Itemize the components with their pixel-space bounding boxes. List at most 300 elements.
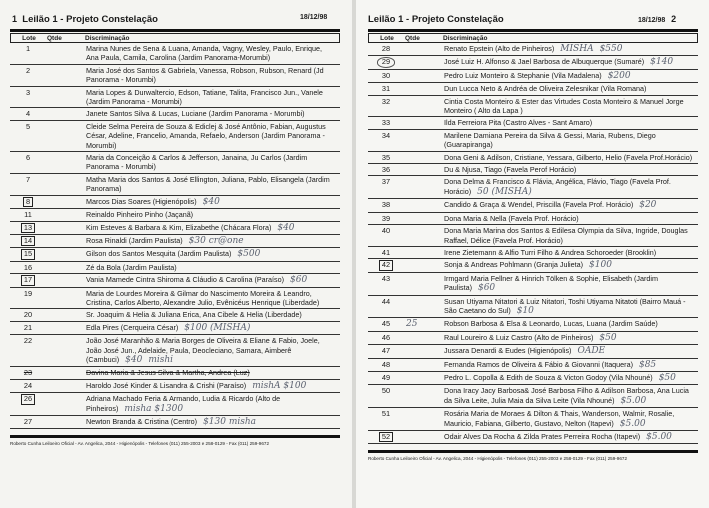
lot-description-cell — [80, 368, 340, 377]
table-row — [10, 65, 340, 87]
handwritten-note: $60 — [477, 283, 496, 294]
table-row — [368, 345, 698, 358]
quantity-cell — [46, 197, 80, 207]
lot-description: Haroldo José Kinder & Lisandra & Crishi (Paraíso) — [86, 380, 247, 390]
lot-description-cell — [438, 360, 698, 370]
lot-number: 47 — [381, 346, 391, 356]
lot-number-cell — [368, 346, 404, 356]
lot-description: Rosa Rinaldi (Jardim Paulista) — [86, 235, 183, 245]
lot-number-cell — [10, 417, 46, 427]
lot-number-cell — [368, 71, 404, 81]
table-row — [368, 176, 698, 199]
lot-description: Dona Delma & Francisco & Flávia, Angélica, Flávio, Tiago (Favela Prof. Horácio) — [444, 177, 671, 196]
table-row — [10, 274, 340, 287]
lot-description-cell — [438, 248, 698, 257]
lot-number-cell — [10, 236, 46, 246]
handwritten-note: $30 cr@one — [188, 235, 244, 246]
table-row — [368, 408, 698, 431]
quantity-cell — [46, 66, 80, 85]
lot-description-cell — [80, 417, 340, 427]
lot-description-cell — [438, 333, 698, 343]
lot-description-cell — [438, 200, 698, 210]
quantity-cell — [46, 175, 80, 194]
lot-number-cell — [368, 333, 404, 343]
quantity-cell — [404, 360, 438, 370]
lot-description: Ilda Ferreiora Pita (Castro Alves - Sant Amaro) — [444, 118, 593, 128]
lot-number: 37 — [381, 177, 391, 187]
handwritten-note: $200 — [607, 70, 631, 81]
quantity-cell — [46, 263, 80, 272]
table-row — [368, 96, 698, 118]
lot-description-cell — [80, 122, 340, 150]
quantity-cell — [404, 386, 438, 406]
quantity-cell — [404, 346, 438, 356]
lot-number-cell — [368, 319, 404, 329]
divider — [10, 29, 340, 32]
lot-number: 13 — [21, 223, 35, 233]
lot-description-cell — [438, 409, 698, 429]
lot-description-cell — [438, 97, 698, 116]
quantity-cell — [46, 236, 80, 246]
table-row — [368, 56, 698, 69]
lot-number: 7 — [25, 174, 31, 184]
quantity-cell — [404, 274, 438, 294]
lot-number-cell — [10, 263, 46, 272]
lot-number: 21 — [23, 322, 33, 332]
lot-number: 34 — [381, 130, 391, 140]
lot-description-cell — [438, 260, 698, 270]
lot-description: Susan Utiyama Nitatori & Luiz Nitatori, Toshi Utiyama Nitatoti (Bairro Mauá - São Caetano do Sul) — [444, 296, 686, 315]
handwritten-note: misha $1300 — [124, 403, 184, 414]
lot-description: Adriana Machado Feria & Armando, Ludia & Ricardo (Alto de Pinheiros) — [86, 394, 281, 413]
lot-number: 16 — [23, 262, 33, 272]
lot-description: Robson Barbosa & Elsa & Leonardo, Lucas, Luana (Jardim Saúde) — [444, 319, 658, 329]
quantity-cell — [404, 260, 438, 270]
table-row — [368, 259, 698, 272]
lot-description: Maria da Conceição & Carlos & Jefferson, Janaina, Ju Carlos (Jardim Panorama - Morumbi) — [86, 153, 308, 172]
lot-number-cell — [10, 210, 46, 219]
table-row — [368, 332, 698, 345]
table-row — [368, 273, 698, 296]
handwritten-note: $100 (MISHA) — [184, 322, 251, 333]
table-header — [368, 33, 698, 43]
quantity-cell — [46, 122, 80, 150]
lot-description-cell — [80, 44, 340, 63]
lot-description-cell — [80, 109, 340, 118]
lot-description-cell — [80, 223, 340, 233]
lot-description-cell — [80, 153, 340, 172]
lot-number-cell — [10, 323, 46, 333]
table-row — [10, 322, 340, 335]
lot-number-cell — [10, 249, 46, 259]
table-header — [10, 33, 340, 43]
header-lote: Lote — [22, 34, 36, 42]
lot-number-cell — [10, 175, 46, 194]
lot-number: 6 — [25, 153, 31, 163]
lot-description: Gilson dos Santos Mesquita (Jardim Paulista) — [86, 249, 232, 259]
quantity-cell — [404, 432, 438, 442]
table-row — [10, 335, 340, 367]
quantity-cell — [46, 275, 80, 285]
lot-number-cell — [368, 373, 404, 383]
lot-number: 29 — [377, 57, 395, 67]
lot-number-cell — [368, 131, 404, 150]
table-row — [368, 318, 698, 331]
lot-description: Zé da Bola (Jardim Paulista) — [86, 262, 177, 272]
lot-table — [368, 29, 698, 461]
quantity-cell — [404, 118, 438, 127]
table-row — [10, 87, 340, 109]
lot-number-cell — [368, 260, 404, 270]
quantity-cell — [46, 336, 80, 365]
quantity-cell — [404, 165, 438, 174]
header-lote: Lote — [380, 34, 394, 42]
table-row — [368, 296, 698, 319]
title-text: Leilão 1 - Projeto Constelação — [22, 14, 158, 25]
lot-number-cell — [10, 275, 46, 285]
table-row — [368, 117, 698, 129]
handwritten-note: $100 — [589, 260, 612, 271]
lot-number-cell — [10, 381, 46, 391]
lot-number: 1 — [25, 44, 31, 53]
quantity-cell — [404, 319, 438, 329]
table-row — [368, 70, 698, 83]
lot-number: 14 — [21, 236, 35, 246]
lot-description-cell — [438, 319, 698, 329]
quantity-cell — [404, 226, 438, 245]
table-row — [368, 164, 698, 176]
lot-description-cell — [438, 386, 698, 406]
lot-number-cell — [10, 44, 46, 63]
lot-number: 40 — [381, 226, 391, 236]
lot-description: Davina Maria & Jesus Silva & Martha, Andrea (Luz) — [86, 368, 250, 378]
lot-description: Sonja & Andreas Pohlmann (Granja Julieta) — [444, 260, 584, 270]
quantity-cell — [404, 71, 438, 81]
handwritten-note: MISHA — [560, 44, 594, 54]
table-row — [368, 372, 698, 385]
quantity-cell — [46, 381, 80, 391]
quantity-cell — [46, 417, 80, 427]
lot-description-cell — [80, 336, 340, 365]
lot-description: Candido & Graça & Wendel, Priscilla (Favela Prof. Horácio) — [444, 200, 634, 210]
handwritten-note: 25 — [406, 319, 418, 330]
table-row — [10, 262, 340, 274]
lot-description-cell — [80, 197, 340, 207]
lot-description: Dona Maria & Nella (Favela Prof. Horácio) — [444, 213, 579, 223]
lot-description-cell — [438, 177, 698, 197]
quantity-cell — [404, 44, 438, 54]
handwritten-note: $60 — [290, 275, 308, 286]
table-row — [10, 288, 340, 310]
handwritten-note: $40 — [277, 222, 295, 233]
lot-description-cell — [438, 131, 698, 150]
lot-description: Pedro Luiz Monteiro & Stephanie (Vila Madalena) — [444, 70, 602, 80]
table-row — [368, 385, 698, 408]
lot-number: 8 — [23, 197, 33, 207]
lot-number-cell — [368, 226, 404, 245]
table-row — [10, 367, 340, 379]
lot-number-cell — [10, 223, 46, 233]
handwritten-note: $40 — [202, 196, 220, 207]
lot-number: 4 — [25, 109, 31, 119]
lot-description-cell — [438, 346, 698, 356]
lot-number: 3 — [25, 87, 31, 97]
lot-description-cell — [438, 57, 698, 67]
table-row — [10, 108, 340, 120]
lot-number-cell — [368, 409, 404, 429]
quantity-cell — [404, 373, 438, 383]
handwritten-note: $130 misha — [203, 417, 257, 427]
header-discriminacao: Discriminação — [85, 34, 130, 42]
lot-number: 19 — [23, 288, 33, 298]
lot-description: Fernanda Ramos de Oliveira & Fábio & Giovanni (Itaquera) — [444, 359, 633, 369]
lot-description: Newton Branda & Cristina (Centro) — [86, 417, 198, 426]
lot-description-cell — [438, 226, 698, 245]
handwritten-note: $140 — [650, 57, 674, 68]
date-text: 18/12/98 — [638, 17, 666, 24]
lot-description-cell — [80, 394, 340, 414]
quantity-cell — [404, 333, 438, 343]
quantity-cell — [404, 248, 438, 257]
lot-description: Kim Esteves & Barbara & Kim, Elizabethe (Chácara Flora) — [86, 222, 272, 232]
handwritten-note: 50 (MISHA) — [477, 186, 532, 197]
lot-description-cell — [80, 88, 340, 107]
lot-number: 22 — [23, 336, 33, 346]
quantity-cell — [404, 131, 438, 150]
quantity-cell — [404, 177, 438, 197]
lot-description: Maria José dos Santos & Gabriela, Vanessa, Robson, Rubson, Renard (Jd Panorama - Morumbi) — [86, 65, 324, 85]
quantity-cell — [404, 297, 438, 317]
table-row — [368, 43, 698, 56]
lot-number-cell — [368, 214, 404, 223]
lot-number: 31 — [381, 84, 391, 94]
quantity-cell — [404, 84, 438, 93]
lot-description-cell — [80, 249, 340, 259]
lot-description: Dona Maria Marina dos Santos & Edilesa Olympia da Silva, Ingride, Douglas Raffael, Délice (Favela Prof. Horácio) — [444, 226, 688, 245]
lot-description-cell — [438, 118, 698, 127]
lot-description-cell — [438, 84, 698, 93]
lot-number: 50 — [381, 386, 391, 396]
lot-description-cell — [80, 310, 340, 319]
lot-description-cell — [438, 71, 698, 81]
handwritten-note: $5.00 — [619, 418, 646, 429]
lot-description: Sr. Joaquim & Helia & Juliana Erica, Ana Cibele & Helia (Liberdade) — [86, 310, 302, 320]
handwritten-note: $40 — [125, 354, 143, 365]
quantity-cell — [46, 153, 80, 172]
lot-description: Rosária Maria de Moraes & Dilton & Thais, Wanderson, Walmir, Rosalie, Mauricio, Fabiana, Gilberto, Gustavo, Nelton (Itapevi) — [444, 409, 675, 428]
lot-description-cell — [80, 381, 340, 391]
handwritten-note: $550 — [599, 44, 623, 54]
lot-number: 42 — [379, 260, 393, 270]
lot-number: 35 — [381, 152, 391, 162]
table-row — [10, 174, 340, 196]
lot-number: 44 — [381, 296, 391, 306]
lot-description: Dona Iracy Jacy Barbosa& José Barbosa Filho & Adilson Barbosa, Ana Lucia da Silva Leite, Julia Maia da Silva Leite (Vila Nhouné) — [444, 386, 689, 405]
lot-description: Marcos Dias Soares (Higienópolis) — [86, 196, 197, 206]
quantity-cell — [404, 153, 438, 162]
lot-number: 49 — [381, 372, 391, 382]
lot-number-cell — [368, 84, 404, 93]
lot-description-cell — [438, 165, 698, 174]
table-row — [10, 209, 340, 221]
quantity-cell — [46, 323, 80, 333]
lot-description: Reinaldo Pinheiro Pinho (Jaçanã) — [86, 210, 194, 220]
lot-description: Dun Lucca Neto & Andréa de Oliveira Zelesnikar (Vila Romana) — [444, 84, 647, 94]
lot-number: 36 — [381, 165, 391, 175]
lot-number-cell — [368, 360, 404, 370]
lot-description: Janete Santos Silva & Lucas, Luciane (Jardim Panorama - Morumbi) — [86, 109, 305, 119]
lot-description-cell — [438, 297, 698, 317]
lot-number-cell — [368, 153, 404, 162]
quantity-cell — [404, 57, 438, 67]
quantity-cell — [404, 97, 438, 116]
lot-table — [10, 29, 340, 446]
table-row — [10, 152, 340, 174]
table-row — [368, 152, 698, 164]
lot-description: Renato Epstein (Alto de Pinheiros) — [444, 44, 555, 53]
lot-description-cell — [80, 210, 340, 219]
lot-number: 20 — [23, 310, 33, 320]
handwritten-note: $50 — [658, 372, 676, 383]
lot-number: 24 — [23, 380, 33, 390]
lot-description: Irmgard Maria Fellner & Hinrich Tölken & Sophie, Elisabeth (Jardim Paulista) — [444, 273, 658, 293]
lot-number: 26 — [21, 394, 35, 404]
lot-number-cell — [368, 432, 404, 442]
handwritten-note: $5.00 — [646, 432, 672, 442]
lot-description-cell — [438, 153, 698, 162]
lot-number: 28 — [381, 44, 391, 53]
table-row — [368, 247, 698, 259]
table-row — [10, 380, 340, 393]
lot-description: Raul Loureiro & Luiz Castro (Alto de Pinheiros) — [444, 332, 594, 342]
lot-number: 11 — [24, 210, 32, 220]
quantity-cell — [46, 310, 80, 319]
handwritten-note: $85 — [638, 359, 657, 370]
lot-number-cell — [10, 289, 46, 308]
table-row — [10, 121, 340, 152]
quantity-cell — [404, 214, 438, 223]
lot-number: 43 — [381, 273, 391, 283]
lot-description-cell — [438, 214, 698, 223]
lot-description-cell — [438, 373, 698, 383]
lot-number: 30 — [381, 70, 391, 80]
date — [638, 14, 676, 24]
quantity-cell — [46, 223, 80, 233]
table-row — [10, 248, 340, 261]
quantity-cell — [46, 210, 80, 219]
lot-number-cell — [10, 336, 46, 365]
lot-description: Vania Mamede Cintra Shiroma & Cláudio & Carolina (Paraíso) — [86, 275, 285, 285]
lot-number-cell — [368, 44, 404, 54]
lot-description: Marilene Damiana Pereira da Silva & Gessi, Maria, Rubens, Diego (Guarapiranga) — [444, 130, 656, 150]
handwritten-note: OADE — [577, 346, 606, 357]
lot-number: 17 — [21, 275, 35, 285]
handwritten-note: mishA $100 — [252, 380, 307, 391]
lot-description: Irene Zietemann & Alfio Turri Filho & Andrea Schoroeder (Brooklin) — [444, 247, 657, 257]
lot-description-cell — [438, 274, 698, 294]
left-page — [0, 0, 352, 508]
lot-number: 41 — [381, 247, 391, 257]
lot-number: 39 — [381, 213, 391, 223]
quantity-cell — [46, 44, 80, 63]
lot-number-cell — [368, 386, 404, 406]
divider — [368, 29, 698, 32]
handwritten-note: $500 — [237, 249, 261, 260]
lot-number-cell — [10, 122, 46, 150]
lot-number-cell — [368, 57, 404, 67]
lot-number-cell — [10, 394, 46, 414]
header-discriminacao: Discriminação — [443, 34, 488, 42]
lot-description: Jussara Denardi & Eudes (Higienópolis) — [444, 346, 572, 356]
lot-description: Maria de Lourdes Moreira & Gilmar do Nascimento Moreira & Leandro, Cristina, Carlos Alberto, Alexandre Julio, Evênicéus Henrique (Liberdade) — [86, 288, 320, 307]
lot-number-cell — [10, 310, 46, 319]
lot-number: 32 — [381, 96, 391, 106]
lot-description: Matha Maria dos Santos & José Ellington, Juliana, Pablo, Elisangela (Jardim Panorama) — [86, 174, 330, 194]
lot-number-cell — [10, 109, 46, 118]
lot-number-cell — [368, 248, 404, 257]
table-row — [368, 359, 698, 372]
lot-description: Odair Alves Da Rocha & Zilda Prates Perreira Rocha (Itapevi) — [444, 432, 641, 441]
date: 18/12/98 — [300, 14, 328, 21]
page-number: 1 — [12, 14, 18, 24]
quantity-cell — [46, 249, 80, 259]
lot-description-cell — [438, 44, 698, 54]
quantity-cell — [46, 368, 80, 377]
lot-number: 38 — [381, 200, 391, 210]
table-row — [10, 235, 340, 248]
lot-number: 45 — [381, 319, 391, 329]
lot-number-cell — [10, 66, 46, 85]
table-body — [10, 43, 340, 429]
lot-number-cell — [10, 88, 46, 107]
lot-description: Du & Njusa, Tiago (Favela Perof Horácio) — [444, 165, 577, 175]
lot-number-cell — [368, 165, 404, 174]
table-row — [10, 393, 340, 416]
quantity-cell — [46, 109, 80, 118]
lot-number-cell — [368, 274, 404, 294]
table-row — [10, 43, 340, 65]
lot-description-cell — [80, 263, 340, 272]
lot-number: 27 — [23, 417, 33, 426]
lot-number: 2 — [25, 65, 31, 75]
table-row — [368, 199, 698, 212]
lot-number-cell — [368, 97, 404, 116]
lot-description: Marina Nunes de Sena & Luana, Amanda, Vagny, Wesley, Paulo, Enrique, Ana Paula, Camila, Carolina (Jardim Panorama-Morumbi) — [86, 44, 322, 63]
lot-number: 52 — [379, 432, 393, 442]
lot-description-cell — [80, 275, 340, 285]
page-number: 2 — [671, 14, 677, 24]
table-row — [10, 222, 340, 235]
table-row — [368, 225, 698, 247]
page-title: Leilão 1 - Projeto Constelação — [368, 14, 504, 25]
lot-description: Edla Pires (Cerqueira César) — [86, 322, 179, 332]
handwritten-note: $20 — [639, 200, 657, 211]
lot-description: João José Maranhão & Maria Borges de Oliveira & Eliane & Fabio, Joele, João José Jun., Adelaide, Paula, Deocleciano, Samara, Aimberê (Cambuci) — [86, 336, 320, 364]
lot-number: 51 — [381, 409, 391, 419]
lot-number-cell — [10, 368, 46, 377]
lot-number: 5 — [25, 121, 31, 131]
lot-description: Maria Lopes & Durwaltercio, Edson, Tatiane, Talita, Francisco Jun., Vanele (Jardim Panorama - Morumbi) — [86, 87, 323, 107]
quantity-cell — [46, 394, 80, 414]
lot-description: Pedro L. Copolla & Edith de Souza & Victon Godoy (Vila Nhouné) — [444, 372, 653, 382]
quantity-cell — [46, 289, 80, 308]
lot-number: 15 — [21, 249, 35, 259]
lot-number: 33 — [381, 118, 391, 128]
lot-number: 46 — [381, 332, 391, 342]
lot-number-cell — [368, 118, 404, 127]
lot-description: Cintia Costa Monteiro & Ester das Virtudes Costa Monteiro & Manuel Jorge Monteiro ( Alto da Lapa ) — [444, 96, 684, 116]
lot-description-cell — [80, 175, 340, 194]
